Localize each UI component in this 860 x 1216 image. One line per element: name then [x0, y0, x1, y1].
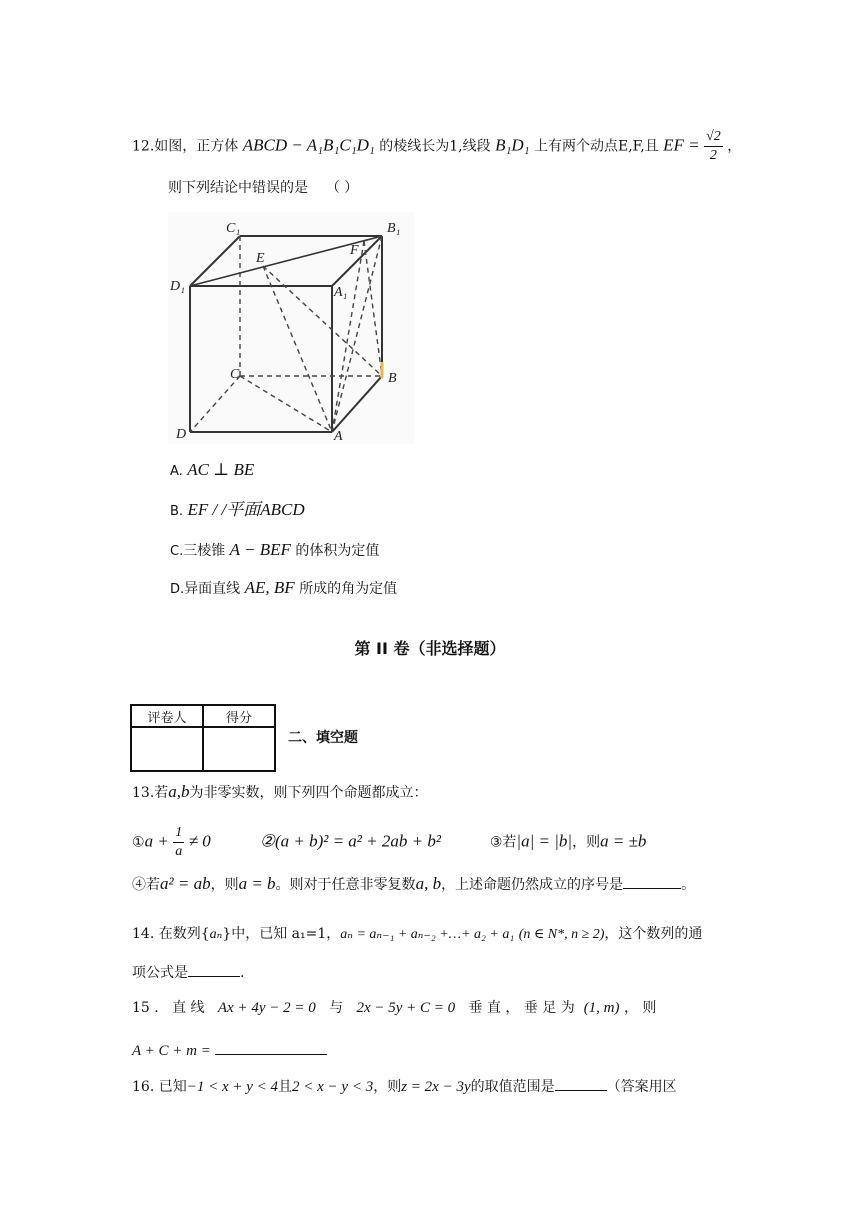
- label-c: C: [230, 367, 240, 382]
- label-e: E: [256, 251, 265, 266]
- label-b1: B₁: [387, 221, 401, 236]
- one-over-a-fraction: $\frac{1}{a}$: [175, 825, 183, 859]
- q12-option-c: C.三棱锥 A − BEF 的体积为定值: [170, 540, 380, 559]
- q15-stem: 15 . 直 线 Ax + 4y − 2 = 0 与 2x − 5y + C = 0 垂 直 ， 垂 足 为 (1, m) ， 则: [132, 1000, 657, 1016]
- score-table-score-cell: [203, 727, 275, 771]
- label-d1: D₁: [170, 279, 185, 294]
- cube-figure: [168, 212, 414, 444]
- q14-answer-blank[interactable]: [188, 962, 240, 977]
- label-a: A: [334, 429, 343, 444]
- q12-option-a: A. AC ⊥ BE: [170, 460, 255, 479]
- q13-stem: 13.若a,b为非零实数，则下列四个命题都成立：: [132, 782, 428, 801]
- label-f: F: [350, 243, 359, 258]
- label-d: D: [176, 427, 187, 442]
- ef-fraction: $\frac{√2}{2}$: [706, 129, 721, 163]
- label-a1: A₁: [334, 285, 348, 300]
- score-table-grader-cell: [131, 727, 203, 771]
- section-title: 第 II 卷（非选择题）: [354, 639, 506, 658]
- q15-line2: A + C + m =: [132, 1040, 327, 1061]
- label-b: B: [388, 371, 397, 386]
- label-c1: C₁: [226, 221, 241, 236]
- q12-option-b: B. EF / /平面ABCD: [170, 500, 305, 519]
- q13-propositions: ①a + $\frac{1}{a}$ ≠ 0 ②(a + b)² = a² + 2ab + b² ③若|a| = |b|，则a = ±b: [132, 825, 647, 859]
- score-table-score-header: 得分: [203, 705, 275, 727]
- part2-title: 二、填空题: [288, 730, 358, 746]
- score-table-grader-header: 评卷人: [131, 705, 203, 727]
- q16-answer-blank[interactable]: [555, 1076, 607, 1091]
- q13-proposition-4: ④若a² = ab，则a = b。则对于任意非零复数a, b，上述命题仍然成立的序号是 。: [132, 874, 696, 893]
- q12-question: 则下列结论中错误的是 （ ）: [168, 180, 359, 196]
- q12-stem: 12.如图，正方体 ABCD − A₁B₁C₁D₁ 的棱线长为1,线段 B₁D₁ 上有两个动点E,F,且 EF = $\frac{√2}{2}$ ，: [132, 129, 742, 163]
- q12-option-d: D.异面直线 AE, BF 所成的角为定值: [170, 578, 398, 597]
- figure-background: [168, 212, 414, 444]
- score-table: [130, 704, 276, 772]
- q14-line2: 项公式是 .: [132, 962, 244, 983]
- q16-stem: 16. 已知−1 < x + y < 4且2 < x − y < 3，则z = 2x − 3y的取值范围是 （答案用区: [132, 1076, 677, 1097]
- q14-stem: 14. 在数列{aₙ}中，已知 a₁=1，aₙ = aₙ₋₁ + aₙ₋₂ +…+ a₂ + a₁ (n ∈ N*, n ≥ 2)，这个数列的通: [132, 926, 703, 942]
- q13-answer-blank[interactable]: [623, 874, 681, 889]
- q15-answer-blank[interactable]: [215, 1040, 327, 1055]
